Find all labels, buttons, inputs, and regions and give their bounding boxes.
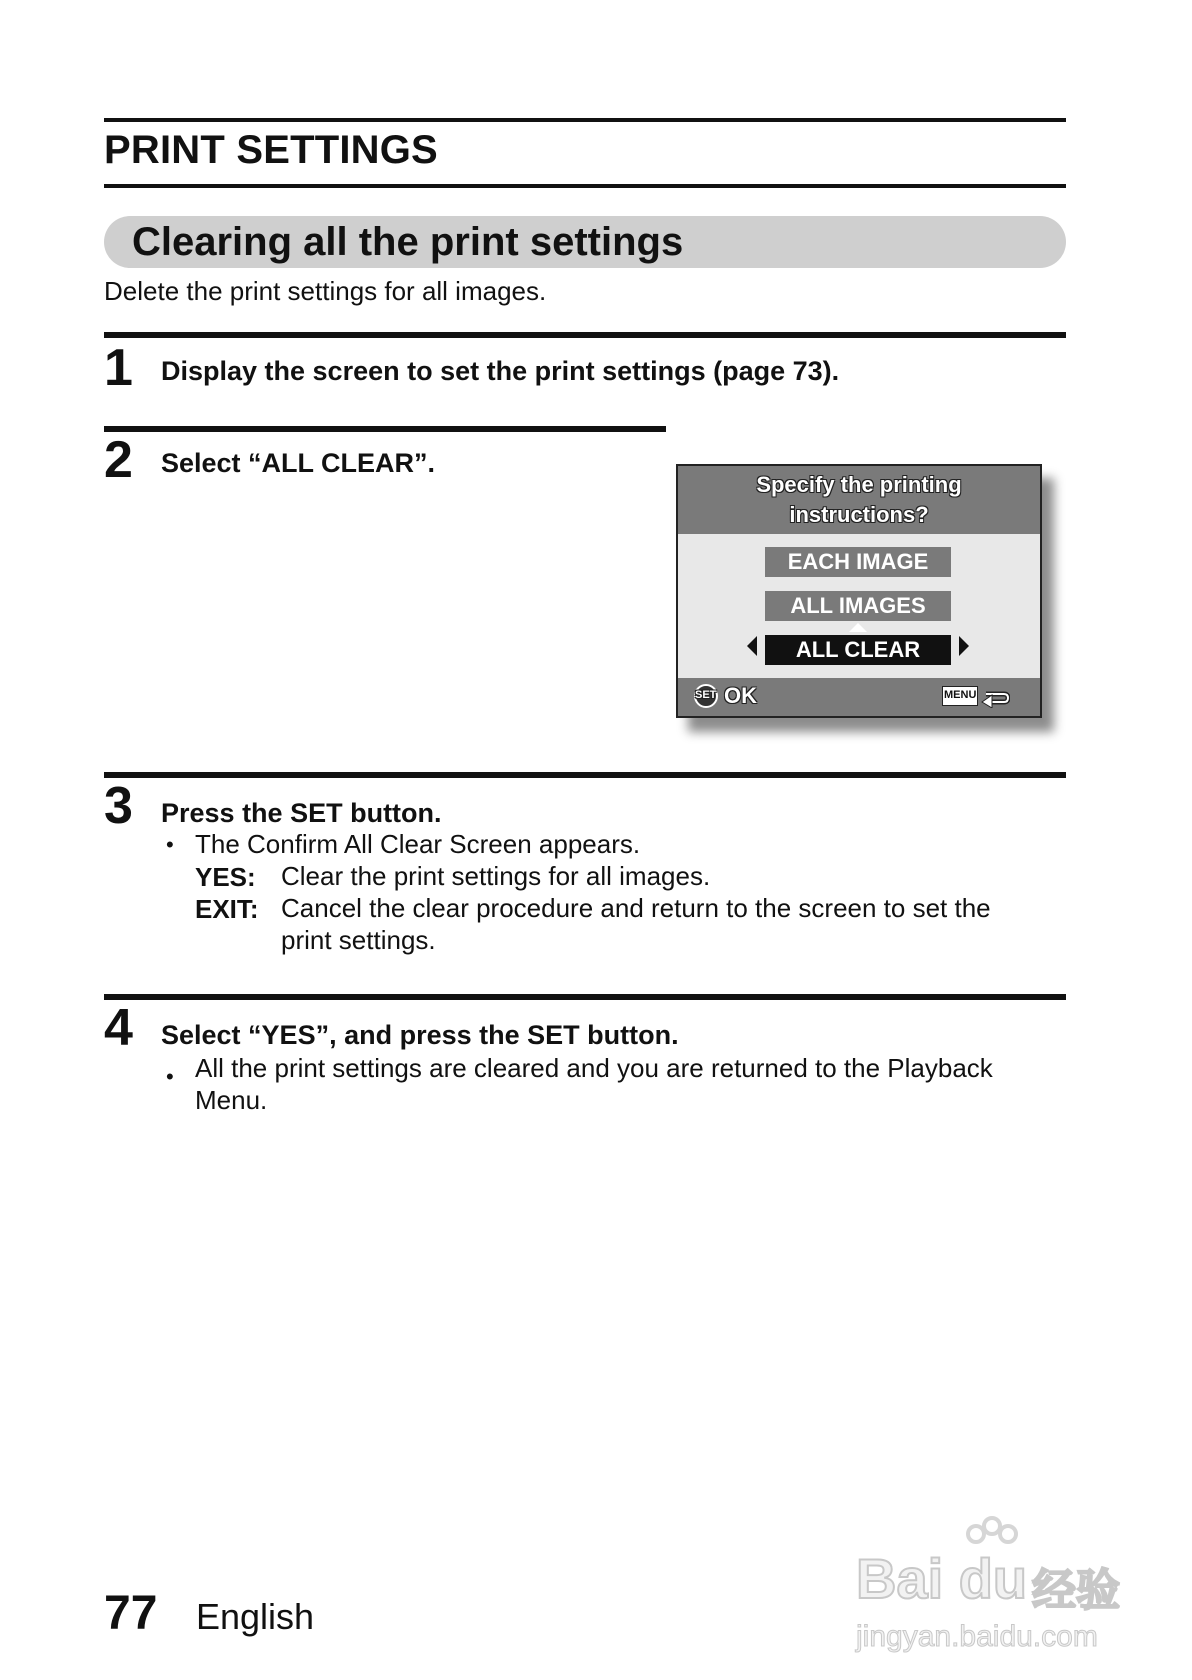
term-exit-desc-1: Cancel the clear procedure and return to the screen to set the [281, 893, 991, 923]
step-4-title: Select “YES”, and press the SET button. [161, 1020, 679, 1050]
step-3-title: Press the SET button. [161, 798, 442, 828]
step-4-bullet-1: All the print settings are cleared and you are returned to the Playback [195, 1053, 993, 1083]
language-label: English [196, 1596, 315, 1637]
term-exit-desc-2: print settings. [281, 925, 436, 955]
header-bottom-rule [104, 184, 1066, 188]
step-3-bullet: The Confirm All Clear Screen appears. [195, 829, 641, 859]
step-2-rule [104, 426, 666, 432]
intro-text: Delete the print settings for all images. [104, 276, 547, 306]
term-exit: EXIT: [195, 894, 259, 924]
return-icon [980, 684, 1010, 708]
camera-screen [676, 464, 1042, 718]
bullet-dot: • [166, 1064, 174, 1089]
subheading-title: Clearing all the print settings [132, 220, 684, 264]
step-2-title: Select “ALL CLEAR”. [161, 448, 436, 478]
step-4-bullet-2: Menu. [195, 1085, 268, 1115]
camera-header-line-2: instructions? [789, 502, 929, 527]
step-3-rule [104, 772, 1066, 778]
term-yes-desc: Clear the print settings for all images. [281, 861, 711, 891]
step-1-title: Display the screen to set the print settings (page 73). [161, 356, 840, 386]
term-yes: YES: [195, 862, 256, 892]
right-arrow-icon[interactable] [959, 636, 969, 656]
step-1-number: 1 [104, 339, 133, 397]
left-arrow-icon[interactable] [747, 636, 757, 656]
step-4-rule [104, 994, 1066, 1000]
camera-header-line-1: Specify the printing [756, 472, 962, 497]
watermark-url: jingyan.baidu.com [856, 1620, 1098, 1653]
menu-label: MENU [944, 689, 977, 701]
camera-screen-footer [678, 678, 1040, 716]
page-number: 77 [104, 1587, 158, 1640]
camera-screen-header [678, 466, 1040, 534]
option-each-image[interactable]: EACH IMAGE [765, 547, 951, 577]
section-title: PRINT SETTINGS [104, 128, 438, 172]
top-rule [104, 118, 1066, 122]
step-4-number: 4 [104, 999, 133, 1057]
up-arrow-icon [849, 623, 867, 632]
step-2-number: 2 [104, 431, 133, 489]
watermark-brand: Bai du [856, 1547, 1028, 1610]
set-label: SET [695, 689, 717, 701]
ok-label: OK [724, 683, 757, 708]
option-all-images[interactable]: ALL IMAGES [765, 591, 951, 621]
bullet-dot: • [166, 832, 174, 857]
step-3-number: 3 [104, 777, 133, 835]
watermark-cn: 经验 [1032, 1566, 1120, 1615]
option-all-clear[interactable]: ALL CLEAR [765, 635, 951, 665]
step-1-rule [104, 332, 1066, 338]
